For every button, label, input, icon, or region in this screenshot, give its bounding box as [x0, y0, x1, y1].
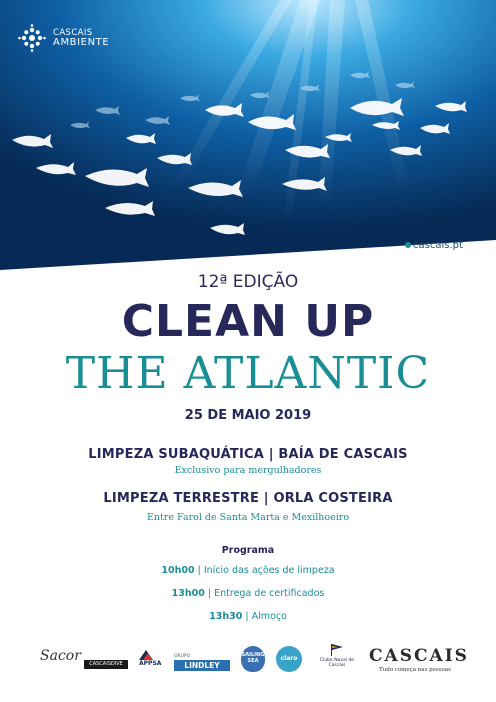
program-heading: Programa: [221, 545, 275, 556]
flag-icon: [330, 644, 344, 656]
program-time: 13h00: [171, 588, 205, 599]
program-label: Início das ações de limpeza: [203, 565, 335, 576]
appsa-text: APPSA: [139, 660, 162, 667]
edition-label: 12ª EDIÇÃO: [197, 272, 299, 292]
bullet-icon: [405, 242, 411, 248]
lindley-logo: [174, 654, 230, 671]
cascais-slogan: Tudo começa nas pessoas: [379, 667, 451, 673]
lindley-text: LINDLEY: [174, 660, 230, 671]
activity-subtitle: Exclusivo para mergulhadores: [174, 465, 322, 476]
title-line2: THE ATLANTIC: [65, 348, 431, 399]
sailing-sea-logo: SAILING SEA: [241, 646, 265, 672]
event-date: 25 DE MAIO 2019: [184, 408, 312, 423]
program-label: Entrega de certificados: [214, 588, 325, 599]
sacor-logo: Sacor: [40, 648, 81, 664]
appsa-logo: [139, 650, 161, 667]
program-time: 10h00: [161, 565, 195, 576]
site-url[interactable]: [405, 240, 463, 251]
program-separator: |: [207, 588, 212, 599]
activity-subtitle: Entre Farol de Santa Marta e Mexilhoeiro: [146, 512, 350, 523]
title-line1: CLEAN UP: [121, 296, 375, 347]
program-time: 13h30: [209, 611, 243, 622]
lindley-group-text: GRUPO: [174, 654, 191, 659]
cascais-logo: [369, 646, 469, 673]
brand: [18, 24, 109, 52]
activity-title: LIMPEZA TERRESTRE | ORLA COSTEIRA: [103, 491, 393, 506]
program-separator: |: [245, 611, 249, 622]
clube-naval-logo: [313, 644, 361, 668]
claro-logo: claro: [276, 646, 302, 672]
brand-line2: AMBIENTE: [53, 37, 110, 48]
program-separator: |: [197, 565, 201, 576]
program-item: [0, 565, 496, 576]
program-item: [0, 588, 496, 599]
site-url-text: cascais.pt: [413, 240, 463, 251]
cascais-wordmark: CASCAIS: [369, 646, 469, 666]
cascais-dive-logo: CASCAISDIVE: [84, 660, 128, 669]
appsa-mark-icon: [139, 650, 153, 660]
program-label: Almoço: [251, 611, 287, 622]
brand-line1: CASCAIS: [53, 28, 93, 38]
activity-title: LIMPEZA SUBAQUÁTICA | BAÍA DE CASCAIS: [88, 447, 408, 462]
clube-naval-text: Clube Naval de Cascais: [319, 658, 355, 668]
cascais-ambiente-logo-icon: [18, 24, 46, 52]
sponsor-logos: [0, 640, 496, 680]
program-item: [0, 611, 496, 622]
